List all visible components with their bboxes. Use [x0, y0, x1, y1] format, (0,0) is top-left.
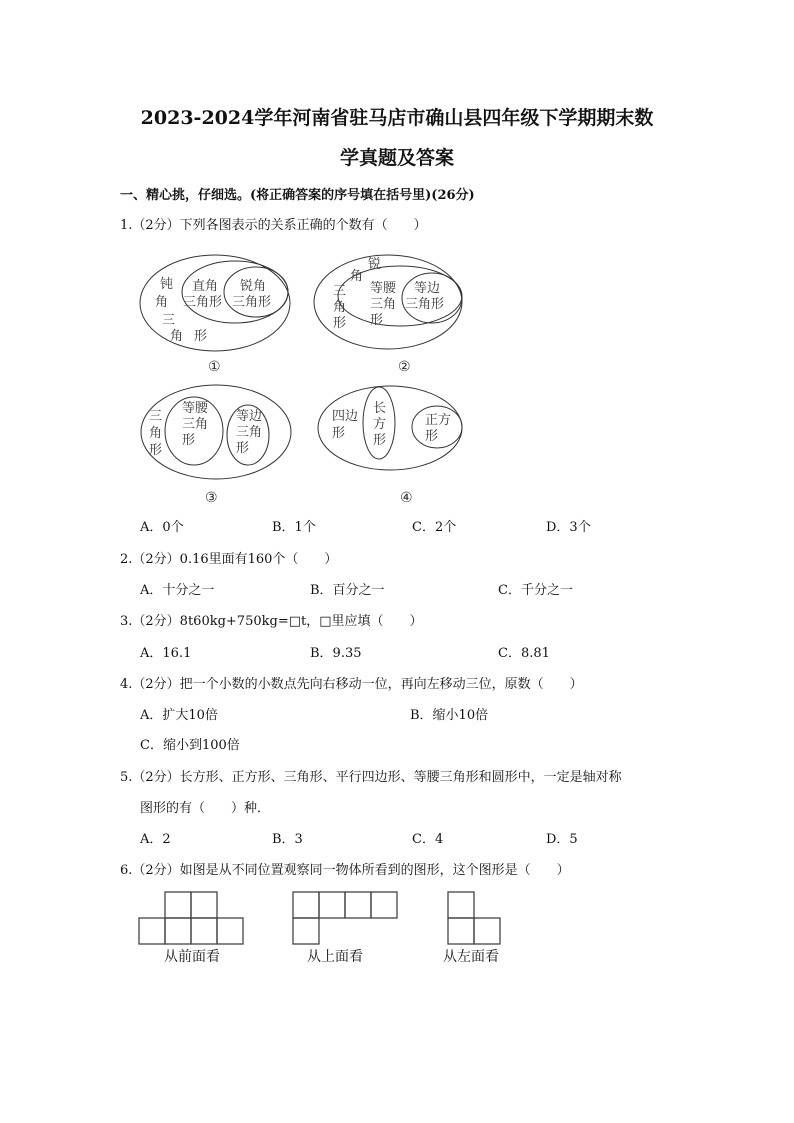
q3-option-a: A．16.1 [140, 646, 192, 661]
svg-text:形: 形 [332, 426, 346, 441]
svg-text:②: ② [398, 359, 411, 375]
q1-option-b: B．1个 [272, 520, 316, 535]
svg-text:等腰: 等腰 [182, 401, 209, 416]
question-1: 1.（2分）下列各图表示的关系正确的个数有（ ） [120, 218, 427, 233]
q4-option-c: C．缩小到100倍 [140, 738, 240, 753]
front-view-caption: 从前面看 [164, 949, 220, 965]
svg-text:方: 方 [373, 417, 387, 432]
svg-text:锐角: 锐角 [240, 279, 267, 294]
q3-option-c: C．8.81 [498, 646, 550, 661]
svg-text:形: 形 [425, 429, 439, 444]
svg-text:锐: 锐 [368, 257, 382, 272]
left-view-caption: 从左面看 [443, 949, 499, 965]
q2-option-b: B．百分之一 [310, 583, 385, 598]
svg-text:角: 角 [155, 295, 169, 310]
q5-option-d: D．5 [546, 832, 578, 847]
svg-text:直角: 直角 [192, 279, 219, 294]
q5-option-a: A．2 [140, 832, 171, 847]
svg-text:形: 形 [236, 441, 250, 456]
top-view [293, 892, 397, 944]
title-line-1: 2023-2024学年河南省驻马店市确山县四年级下学期期末数 [140, 107, 654, 129]
svg-text:角: 角 [350, 269, 364, 284]
svg-text:①: ① [208, 359, 221, 375]
svg-text:三角: 三角 [236, 425, 263, 440]
svg-text:形: 形 [333, 316, 347, 331]
venn-diagrams [0, 0, 794, 520]
question-6: 6.（2分）如图是从不同位置观察同一物体所看到的图形，这个图形是（ ） [120, 863, 570, 878]
svg-text:三: 三 [149, 409, 163, 424]
q2-option-c: C．千分之一 [498, 583, 573, 598]
question-5-cont: 图形的有（ ）种． [140, 801, 271, 816]
q1-option-d: D．3个 [546, 520, 591, 535]
svg-text:三角形: 三角形 [405, 297, 445, 312]
svg-text:长: 长 [373, 401, 387, 416]
q2-option-a: A．十分之一 [140, 583, 215, 598]
svg-text:三角形: 三角形 [232, 295, 272, 310]
question-2: 2.（2分）0.16里面有160个（ ） [120, 552, 338, 567]
diagram-2 [314, 255, 462, 375]
q4-option-b: B．缩小10倍 [410, 708, 489, 723]
svg-text:形: 形 [370, 313, 384, 328]
svg-text:三角: 三角 [182, 417, 209, 432]
section-heading: 一、精心挑，仔细选。(将正确答案的序号填在括号里)(26分) [120, 188, 475, 203]
svg-text:等边: 等边 [414, 281, 441, 296]
svg-text:三角形: 三角形 [183, 295, 223, 310]
svg-text:③: ③ [205, 490, 218, 506]
svg-text:形: 形 [194, 329, 208, 344]
diagram-3 [141, 385, 291, 506]
left-view [448, 892, 500, 944]
question-4: 4.（2分）把一个小数的小数点先向右移动一位，再向左移动三位，原数（ ） [120, 677, 583, 692]
svg-text:三: 三 [162, 313, 176, 328]
question-3: 3.（2分）8t60kg+750kg=□t，□里应填（ ） [120, 614, 423, 629]
svg-text:三: 三 [333, 284, 347, 299]
front-view [139, 892, 243, 944]
question-5: 5.（2分）长方形、正方形、三角形、平行四边形、等腰三角形和圆形中，一定是轴对称 [120, 770, 622, 785]
svg-text:等边: 等边 [236, 409, 263, 424]
q3-option-b: B．9.35 [310, 646, 362, 661]
svg-text:正方: 正方 [425, 413, 452, 428]
q5-option-c: C．4 [412, 832, 444, 847]
svg-text:形: 形 [149, 443, 163, 458]
q1-option-a: A．0个 [140, 520, 184, 535]
q4-option-a: A．扩大10倍 [140, 708, 218, 723]
q1-option-c: C．2个 [412, 520, 457, 535]
svg-text:四边: 四边 [332, 409, 359, 424]
svg-text:钝: 钝 [160, 277, 174, 292]
title-line-2: 学真题及答案 [339, 147, 454, 169]
q5-option-b: B．3 [272, 832, 303, 847]
svg-text:角: 角 [333, 300, 347, 315]
svg-text:三角: 三角 [370, 297, 397, 312]
diagram-1 [140, 255, 290, 375]
svg-text:角: 角 [170, 329, 184, 344]
svg-text:形: 形 [373, 433, 387, 448]
svg-text:④: ④ [400, 490, 413, 506]
svg-text:角: 角 [149, 426, 163, 441]
svg-text:等腰: 等腰 [370, 281, 397, 296]
top-view-caption: 从上面看 [307, 949, 363, 965]
diagram-4 [318, 386, 462, 506]
svg-text:形: 形 [182, 433, 196, 448]
